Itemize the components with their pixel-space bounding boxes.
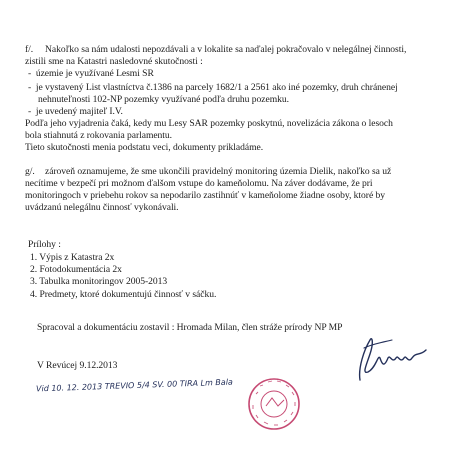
section-f-mark: f/. [25,44,34,55]
attachment-item: 3. Tabulka monitoringov 2005-2013 [30,276,168,287]
para-line: Tieto skutočnosti menia podstatu veci, dokumenty prikladáme. [25,142,264,153]
para-line: bola stiahnutá z rokovania parlamentu. [25,130,173,141]
official-stamp [246,376,302,432]
handwritten-registration-note: Vid 10. 12. 2013 TREVIO 5/4 SV. 00 TIRA Lm Bala [35,377,234,394]
attachments-heading: Prílohy : [28,239,61,250]
list-item: - je uvedený majiteľ I.V. [28,106,123,117]
list-item: - je vystavený List vlastníctva č.1386 na parcely 1682/1 a 2561 ako iné pozemky, druh chránenej [28,82,398,93]
place-date: V Revúcej 9.12.2013 [37,360,118,371]
section-g-line: necítime v bezpečí pri možnom ďalšom vstupe do kameňolomu. Na záver dodávame, že pri [25,178,373,189]
list-item-continuation: nehnuteľnosti 102-NP pozemky využívané podľa druhu pozemku. [38,94,289,105]
section-f-line-2: zistili sme na Katastri nasledovné skutočnosti : [25,56,203,67]
handwritten-signature [350,328,430,384]
attachment-item: 4. Predmety, ktoré dokumentujú činnosť v sáčku. [30,289,217,300]
section-g-mark: g/. [25,166,35,177]
prepared-by: Spracoval a dokumentáciu zostavil : Hromada Milan, člen stráže prírody NP MP [37,322,343,333]
section-g-line: uvádzanú nelegálnu činnosť vykonávali. [25,202,179,213]
section-f-line-1: Nakoľko sa nám udalosti nepozdávali a v lokalite sa naďalej pokračovalo v nelegálnej činnosti, [45,44,407,55]
section-g-line: monitoringoch v priebehu rokov sa nepodarilo zastihnúť v kameňolome žiadne osoby, ktoré by [25,190,385,201]
list-item: - územie je využívané Lesmi SR [28,68,154,79]
para-line: Podľa jeho vyjadrenia čaká, kedy mu Lesy SAR pozemky poskytnú, novelizácia zákona o lesoch [25,118,393,129]
attachment-item: 2. Fotodokumentácia 2x [30,264,122,275]
attachment-item: 1. Výpis z Katastra 2x [30,252,115,263]
section-g-line: zároveň oznamujeme, že sme ukončili pravidelný monitoring územia Dielik, nakoľko sa už [45,166,392,177]
